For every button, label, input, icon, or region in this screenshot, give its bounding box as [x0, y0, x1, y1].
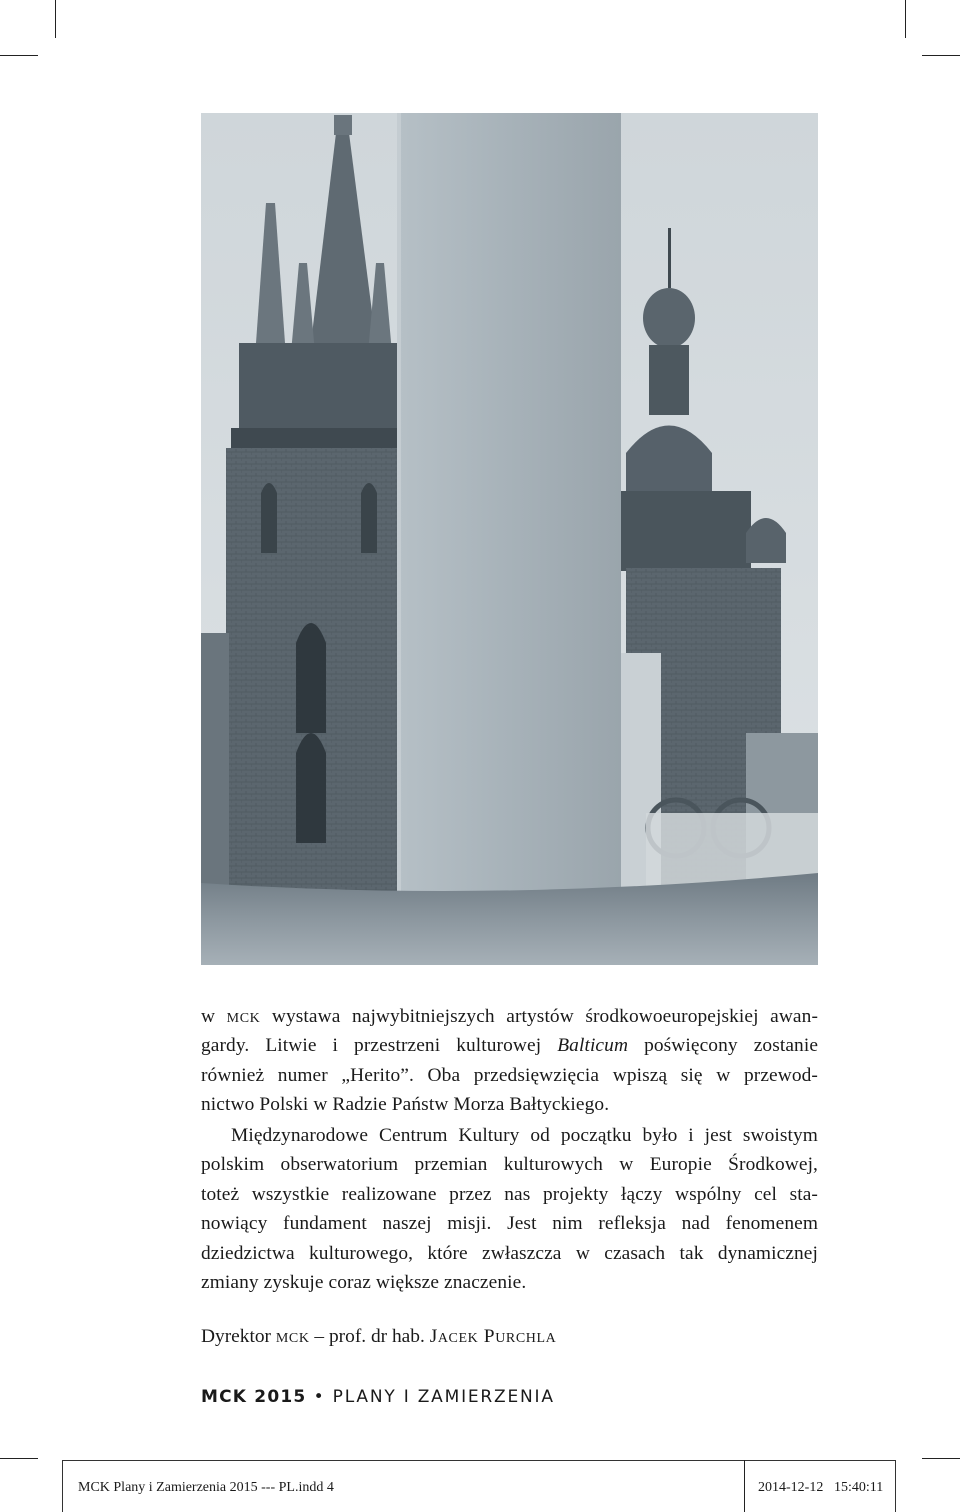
text-line: Międzynarodowe Centrum Kultury od początku było i jest swoistym — [231, 1125, 818, 1146]
signature-role: Dyrektor — [201, 1326, 271, 1347]
footer-bullet: • — [313, 1387, 326, 1407]
text-line: nictwo Polski w Radzie Państw Morza Bałtyckiego. — [201, 1094, 610, 1116]
print-slug — [0, 1460, 960, 1512]
italic-term: Balticum — [557, 1035, 629, 1057]
crop-mark-left-bottom — [0, 1458, 38, 1459]
window-frame-pillar — [397, 113, 621, 965]
footer-brand: MCK 2015 — [201, 1387, 307, 1407]
text-line: poświęcony zostanie — [644, 1035, 819, 1057]
paragraph-mission — [201, 1121, 818, 1297]
signature-dash: – — [314, 1326, 325, 1347]
crop-mark-top-left — [55, 0, 56, 38]
text-line: wystawa najwybitniejszych artystów środkowoeuropejskiej awan- — [271, 1006, 818, 1027]
krakow-towers-photo — [201, 113, 818, 965]
signature — [201, 1326, 556, 1348]
signature-name: Jacek Purchla — [429, 1326, 557, 1347]
slug-filename: MCK Plany i Zamierzenia 2015 --- PL.indd 4 — [78, 1480, 334, 1495]
running-footer — [201, 1387, 555, 1407]
text-line: polskim obserwatorium przemian kulturowych w Europie Środkowej, — [201, 1154, 818, 1176]
signature-org: mck — [275, 1326, 310, 1347]
footer-subtitle: PLANY I ZAMIERZENIA — [332, 1387, 555, 1407]
prefix-w: w — [201, 1006, 216, 1027]
text-line: dziedzictwa kulturowego, które zwłaszcza w czasach tak dynamicznej — [201, 1242, 818, 1264]
crop-mark-top-right — [905, 0, 906, 38]
text-line: zmiany zyskuje coraz większe znaczenie. — [201, 1272, 527, 1294]
text-line: toteż wszystkie realizowane przez nas projekty łączy wspólny cel sta- — [201, 1183, 818, 1205]
slug-time: 15:40:11 — [834, 1480, 884, 1495]
crop-mark-right-bottom — [922, 1458, 960, 1459]
slug-divider — [744, 1460, 745, 1512]
crop-mark-right-top — [922, 55, 960, 56]
signature-title: prof. dr hab. — [328, 1326, 425, 1347]
text-line: nowiący fundament naszej misji. Jest nim refleksja nad fenomenem — [201, 1213, 818, 1235]
text-line: gardy. Litwie i przestrzeni kulturowej — [201, 1035, 542, 1057]
paragraph-intro — [201, 1002, 818, 1120]
crop-mark-left-top — [0, 55, 38, 56]
slug-date: 2014-12-12 — [758, 1480, 824, 1495]
text-line: również numer „Herito”. Oba przedsięwzięcia wpiszą się w przewod- — [201, 1064, 818, 1086]
mck-abbr: mck — [226, 1006, 261, 1027]
